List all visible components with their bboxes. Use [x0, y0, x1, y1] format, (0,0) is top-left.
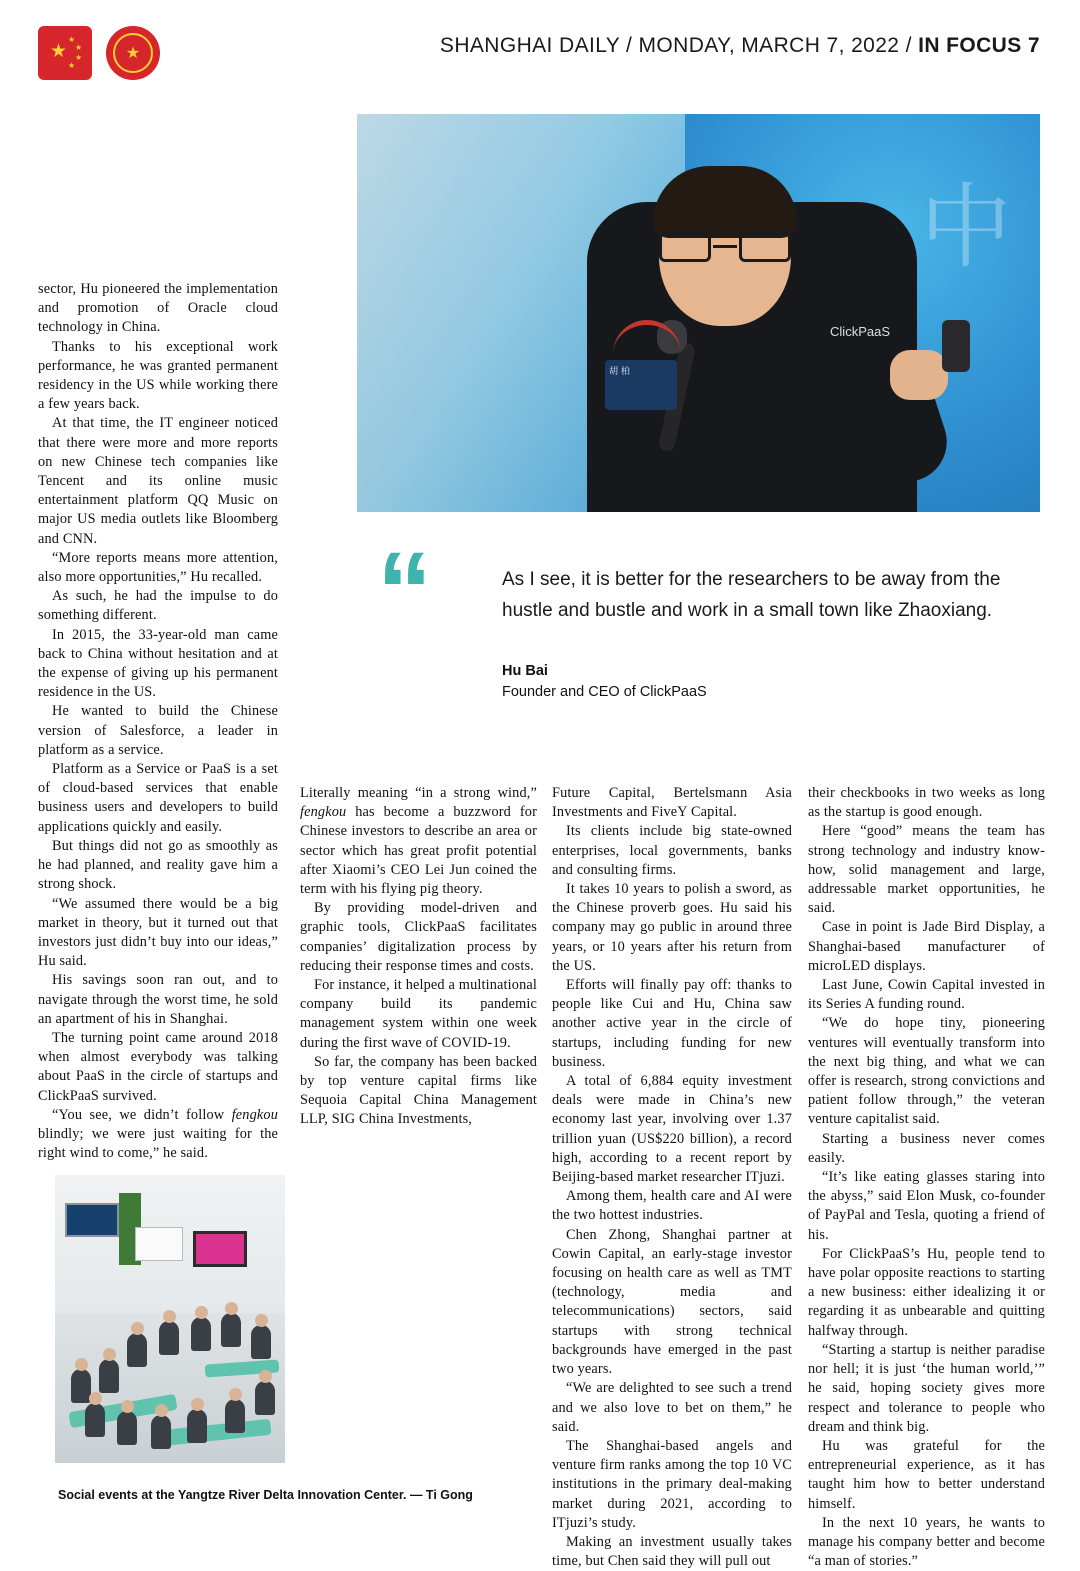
article-paragraph: their checkbooks in two weeks as long as the startup is good enough.: [808, 785, 1045, 821]
article-paragraph: “It’s like eating glasses staring into the abyss,” said Elon Musk, co-founder of PayPal and Tesla, quoting a friend of his.: [808, 1169, 1045, 1243]
masthead-emblems: [38, 26, 160, 80]
article-paragraph: “We are delighted to see such a trend and we also love to bet on them,” he said.: [552, 1380, 792, 1435]
article-paragraph: As such, he had the impulse to do something different.: [38, 588, 278, 624]
bottom-photo-caption: Social events at the Yangtze River Delta Innovation Center. — Ti Gong: [58, 1488, 473, 1502]
article-paragraph: sector, Hu pioneered the implementation and promotion of Oracle cloud technology in China.: [38, 281, 278, 336]
bottom-photo-presentation-screen: [193, 1231, 247, 1267]
top-photo-brand-text: ClickPaaS: [830, 324, 890, 339]
masthead-date: MONDAY, MARCH 7, 2022: [638, 34, 900, 57]
cppcc-emblem-icon: [106, 26, 160, 80]
article-paragraph: Platform as a Service or PaaS is a set of cloud-based services that enable business users and developers to build applications quickly and easily.: [38, 761, 278, 835]
article-paragraph: A total of 6,884 equity investment deals were made in China’s new economy last year, involving over 1.37 trillion yuan (US$220 billion), a record high, according to a recent report by Beijing-based market researcher ITjuzi.: [552, 1073, 792, 1186]
article-column-2: [300, 784, 537, 1130]
bottom-photo-person: [85, 1403, 105, 1437]
bottom-photo-person: [71, 1369, 91, 1403]
cppcc-emblem-inner: ★: [113, 33, 153, 73]
glasses-bridge: [713, 245, 737, 248]
top-photo-backdrop-text: 中: [919, 174, 1016, 281]
presenter-clicker-icon: [942, 320, 970, 372]
bottom-photo-person: [221, 1313, 241, 1347]
glasses-icon: [657, 232, 793, 262]
bottom-photo-person: [99, 1359, 119, 1393]
masthead-page-number: 7: [1027, 34, 1040, 57]
masthead-publication: SHANGHAI DAILY: [439, 34, 620, 57]
article-paragraph: Efforts will finally pay off: thanks to people like Cui and Hu, China saw another active year in the circle of startups, including funding for new business.: [552, 977, 792, 1070]
article-paragraph: It takes 10 years to polish a sword, as the Chinese proverb goes. Hu said his company may go public in around three years, or 10 years after his return from the US.: [552, 881, 792, 974]
bottom-photo-person: [187, 1409, 207, 1443]
bottom-photo: [55, 1175, 285, 1463]
flag-small-star-4-icon: ★: [68, 61, 76, 70]
article-paragraph: Hu was grateful for the entrepreneurial experience, as it has taught him how to better understand himself.: [808, 1437, 1045, 1512]
china-national-flag-icon: [38, 26, 92, 80]
top-photo-speaker-hand: [890, 350, 948, 400]
article-paragraph: The Shanghai-based angels and venture firm ranks among the top 10 VC institutions in the primary deal-making market during 2021, according to ITjuzi’s study.: [552, 1437, 792, 1531]
masthead-title: [440, 34, 1040, 58]
flag-big-star-icon: ★: [50, 41, 68, 62]
masthead-sep-2: /: [899, 34, 919, 57]
flag-small-star-3-icon: ★: [75, 53, 83, 62]
article-paragraph: “We do hope tiny, pioneering ventures will eventually transform into the next big thing, and what we can offer is research, strong convictions and patient follow through,” the veteran venture capitalist said.: [808, 1015, 1045, 1128]
article-paragraph: At that time, the IT engineer noticed that there were more and more reports on new Chinese tech companies like Tencent and its online music entertainment platform QQ Music on major US media outlets like Bloomberg and CNN.: [38, 415, 278, 547]
bottom-photo-person: [191, 1317, 211, 1351]
article-column-3: [552, 784, 792, 1571]
bottom-photo-person: [225, 1399, 245, 1433]
article-column-1: [38, 280, 278, 1163]
page-masthead: [0, 0, 1080, 96]
article-paragraph: “We assumed there would be a big market in theory, but it turned out that investors just didn’t buy into our ideas,” Hu said.: [38, 895, 278, 970]
article-paragraph: Thanks to his exceptional work performance, he was granted permanent residency in the US while working there a few years back.: [38, 338, 278, 413]
article-paragraph: Its clients include big state-owned enterprises, local governments, banks and consulting firms.: [552, 823, 792, 878]
masthead-sep-1: /: [619, 34, 639, 57]
bottom-photo-whiteboard: [135, 1227, 183, 1261]
pull-quote-attribution-role: Founder and CEO of ClickPaaS: [502, 684, 707, 700]
bottom-photo-wall-screen: [65, 1203, 119, 1237]
conference-badge: 胡 柏: [605, 360, 677, 410]
article-paragraph: Here “good” means the team has strong technology and industry know-how, solid management and large, addressable market opportunities, he said.: [808, 823, 1045, 917]
article-paragraph: He wanted to build the Chinese version of Salesforce, a leader in platform as a service.: [38, 703, 278, 758]
article-paragraph: His savings soon ran out, and to navigate through the worst time, he sold an apartment of his in Shanghai.: [38, 972, 278, 1027]
article-paragraph: “More reports means more attention, also more opportunities,” Hu recalled.: [38, 549, 278, 586]
flag-small-star-2-icon: ★: [75, 43, 83, 52]
bottom-photo-person: [251, 1325, 271, 1359]
masthead-section: IN FOCUS: [918, 34, 1022, 57]
article-paragraph: Starting a business never comes easily.: [808, 1130, 1045, 1166]
article-paragraph: Making an investment usually takes time, but Chen said they will pull out: [552, 1533, 792, 1570]
article-paragraph: Future Capital, Bertelsmann Asia Investments and FiveY Capital.: [552, 785, 792, 821]
pull-quote-text: As I see, it is better for the researchers to be away from the hustle and bustle and work in a small town like Zhaoxiang.: [502, 569, 1001, 621]
pull-quote-attribution-name: Hu Bai: [502, 663, 548, 679]
article-column-4: [808, 784, 1045, 1571]
quote-mark-icon: “: [377, 530, 432, 653]
article-paragraph: “You see, we didn’t follow fengkou blindly; we were just waiting for the right wind to come,” he said.: [38, 1106, 278, 1162]
top-photo: [357, 114, 1040, 512]
bottom-photo-person: [255, 1381, 275, 1415]
article-paragraph: Among them, health care and AI were the two hottest industries.: [552, 1188, 792, 1224]
bottom-photo-person: [117, 1411, 137, 1445]
article-paragraph: The turning point came around 2018 when almost everybody was talking about PaaS in the circle of startups and ClickPaaS survived.: [38, 1029, 278, 1104]
glasses-right-lens: [739, 232, 791, 262]
article-paragraph: Literally meaning “in a strong wind,” fengkou has become a buzzword for Chinese investors to describe an area or sector which has great profit potential after Xiaomi’s CEO Lei Jun coined the term with his flying pig theory.: [300, 785, 537, 898]
article-paragraph: So far, the company has been backed by top venture capital firms like Sequoia Capital China Management LLP, SIG China Investments,: [300, 1053, 537, 1128]
article-paragraph: For instance, it helped a multinational company build its pandemic management system within one week during the first wave of COVID-19.: [300, 977, 537, 1051]
article-paragraph: In 2015, the 33-year-old man came back to China without hesitation and at the expense of giving up his permanent residence in the US.: [38, 626, 278, 701]
bottom-photo-person: [159, 1321, 179, 1355]
bottom-photo-person: [151, 1415, 171, 1449]
article-paragraph: For ClickPaaS’s Hu, people tend to have polar opposite reactions to starting a new business: either idealizing it or regarding it as unbearable and quitting halfway through.: [808, 1245, 1045, 1339]
article-paragraph: Chen Zhong, Shanghai partner at Cowin Capital, an early-stage investor focusing on health care as well as TMT (technology, media and telecommunications) sectors, said startups with strong technical backgrounds have emerged in the past two years.: [552, 1226, 792, 1378]
article-paragraph: But things did not go as smoothly as he had planned, and reality gave him a strong shock.: [38, 837, 278, 893]
article-paragraph: By providing model-driven and graphic tools, ClickPaaS facilitates companies’ digitalization process by reducing their response times and costs.: [300, 900, 537, 974]
article-paragraph: Last June, Cowin Capital invested in its Series A funding round.: [808, 977, 1045, 1013]
article-paragraph: Case in point is Jade Bird Display, a Shanghai-based manufacturer of microLED displays.: [808, 919, 1045, 974]
article-paragraph: “Starting a startup is neither paradise nor hell; it is just ‘the human world,’” he said, hoping society gives more respect and tolerance to people who dream and think big.: [808, 1341, 1045, 1435]
flag-small-star-1-icon: ★: [68, 35, 76, 44]
article-paragraph: In the next 10 years, he wants to manage his company better and become “a man of stories.”: [808, 1514, 1045, 1570]
glasses-left-lens: [659, 232, 711, 262]
bottom-photo-person: [127, 1333, 147, 1367]
